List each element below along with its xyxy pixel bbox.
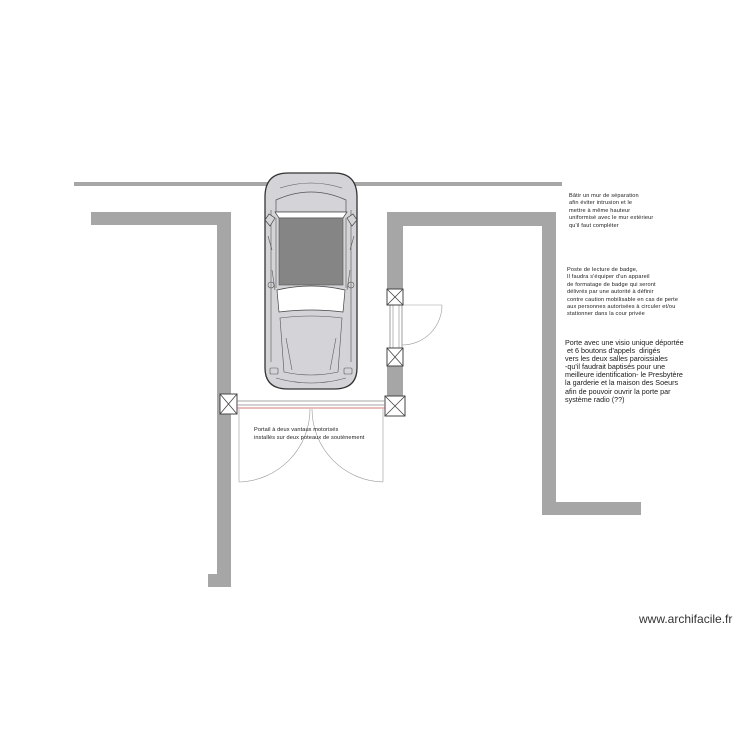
- gate-leaf-left-swing: [239, 409, 310, 482]
- car-top-view: [265, 173, 357, 389]
- gate-rail: [237, 401, 385, 408]
- post-door-bottom: [387, 348, 403, 366]
- annotation-badge: Poste de lecture de badge, Il faudra s'équiper d'un appareil de formatage de badge qui seront délivrés par une autorité à définir contre caution mobilisable en cas de perte aux personnes autorisées à circuler et/ou stationner dans la cour privée: [567, 267, 679, 318]
- right-wall-lower: [387, 366, 403, 396]
- annotation-gate: Portail à deux vantaux motorisés installés sur deux poteaux de soutènement: [254, 427, 365, 441]
- car-roof: [279, 218, 343, 285]
- annotation-wall: Bâtir un mur de séparation afin éviter intrusion et le mettre à même hauteur uniformisé avec le mur extérieur qu'il faut compléter: [569, 193, 654, 229]
- pedestrian-door-swing: [402, 305, 442, 345]
- pedestrian-door-frame: [390, 305, 402, 348]
- post-right-gate: [385, 396, 405, 416]
- annotation-intercom: Porte avec une visio unique déportée et 6 boutons d'appels dirigés vers les deux salles paroissiales -qu'il faudrait baptisés pour une meilleure identification- le Presbytère la garderie et la maison des Soeurs afin de pouvoir ouvrir la porte par système radio (??): [565, 338, 684, 404]
- gate-leaf-right-swing: [312, 409, 383, 482]
- watermark: www.archifacile.fr: [639, 612, 733, 626]
- left-wall: [91, 212, 231, 587]
- post-door-top: [387, 289, 403, 305]
- post-left-gate: [220, 394, 237, 414]
